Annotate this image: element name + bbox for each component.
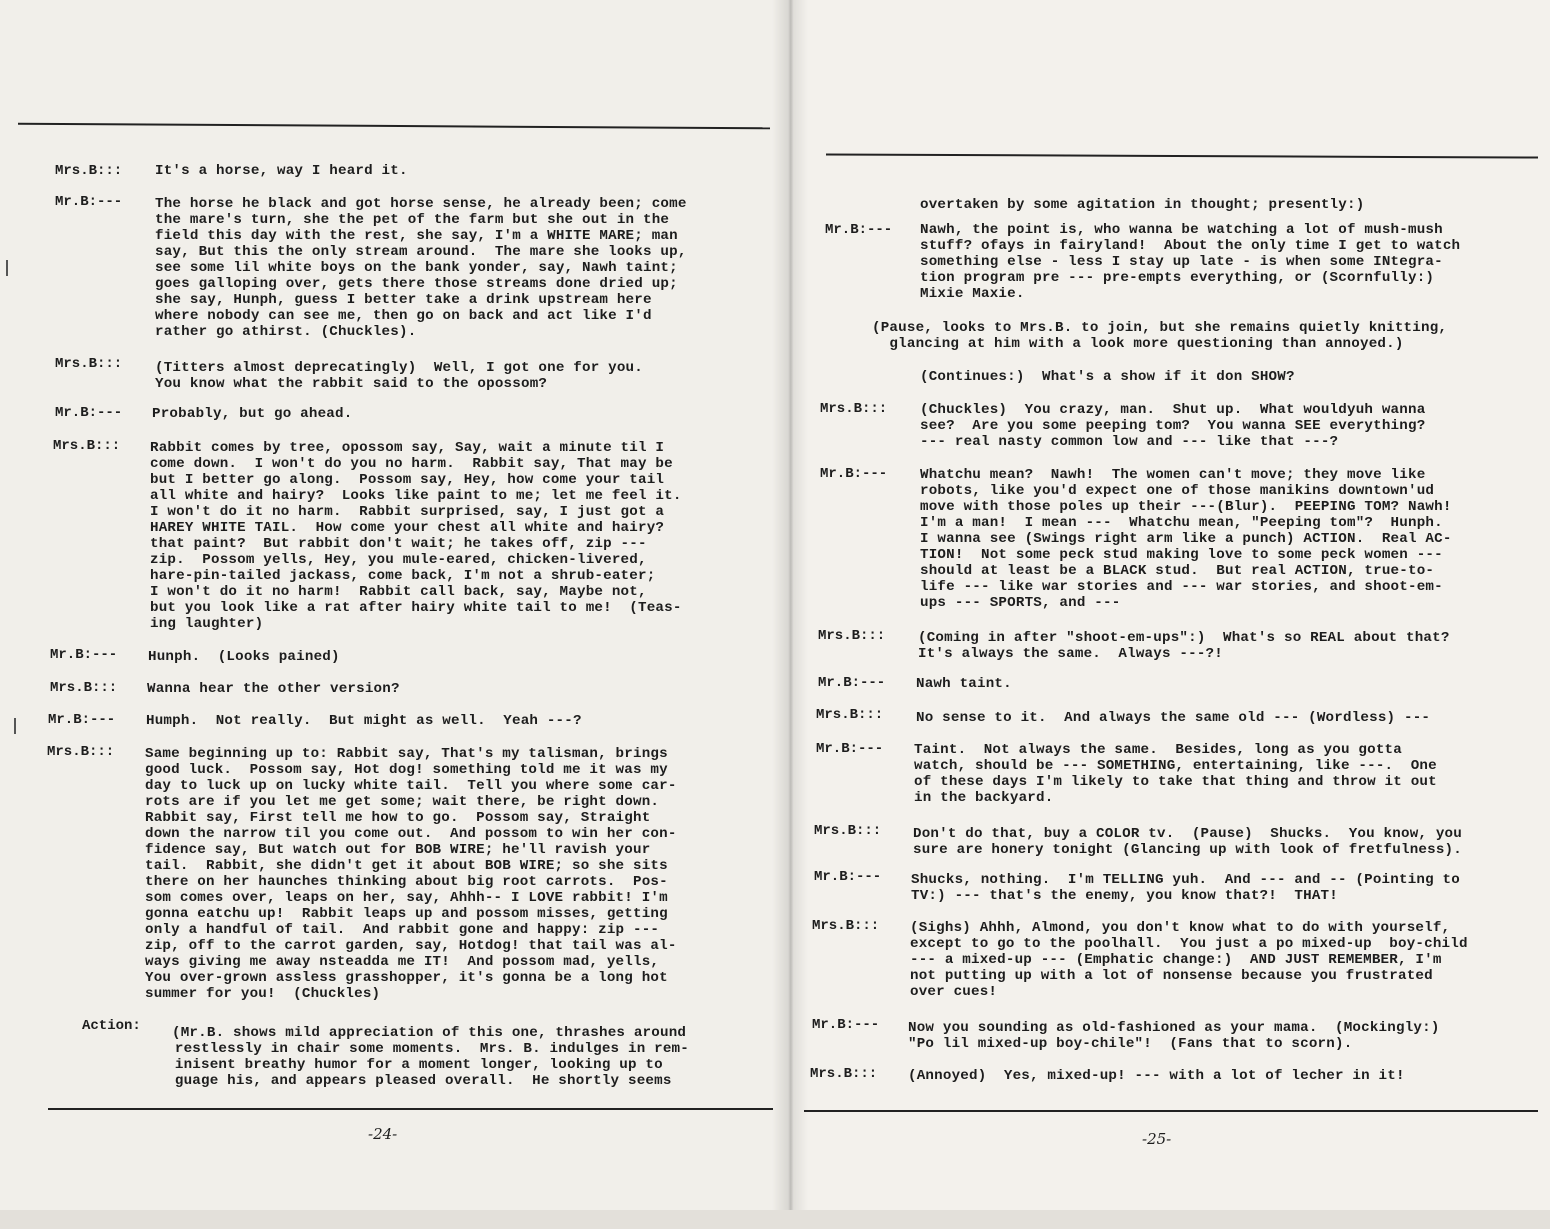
dialogue-line: I won't do it no harm. Rabbit surprised, say, I just got a <box>150 504 665 520</box>
speaker-label: Mr.B:--- <box>816 741 884 757</box>
dialogue-line: Whatchu mean? Nawh! The women can't move; they move like <box>920 467 1426 483</box>
speaker-label: Mr.B:--- <box>818 675 886 691</box>
dialogue-line: watch, should be --- SOMETHING, entertaining, like ---. One <box>914 758 1437 774</box>
dialogue-line: You know what the rabbit said to the opossom? <box>155 376 548 392</box>
dialogue-line: rots are if you let me get some; wait there, be right down. <box>145 794 660 810</box>
dialogue-line: down the narrow til you come out. And possom to win her con- <box>145 826 677 842</box>
speaker-label: Mr.B:--- <box>825 222 893 238</box>
dialogue-line: Mixie Maxie. <box>920 286 1025 302</box>
dialogue-line: (Sighs) Ahhh, Almond, you don't know what to do with yourself, <box>910 920 1451 936</box>
top-rule <box>18 123 770 130</box>
dialogue-line: not putting up with a lot of nonsense because you frustrated <box>910 968 1433 984</box>
dialogue-line: Shucks, nothing. I'm TELLING yuh. And --- and -- (Pointing to <box>911 872 1460 888</box>
dialogue-line: should at least be a BLACK stud. But real ACTION, true-to- <box>920 563 1435 579</box>
speaker-label: Mr.B:--- <box>50 647 118 663</box>
stage-direction-line: (Mr.B. shows mild appreciation of this one, thrashes around <box>172 1025 687 1041</box>
stage-direction-line: restlessly in chair some moments. Mrs. B. indulges in rem- <box>140 1041 689 1057</box>
margin-mark <box>6 260 8 276</box>
bottom-rule <box>48 1108 773 1110</box>
speaker-label: Mrs.B::: <box>812 918 880 934</box>
page-bottom-edge <box>0 1210 1550 1229</box>
dialogue-line: there on her haunches thinking about big root carrots. Pos- <box>145 874 668 890</box>
dialogue-line: You over-grown assless grasshopper, it's gonna be a long hot <box>145 970 668 986</box>
dialogue-line: hare-pin-tailed jackass, come back, I'm not a shrub-eater; <box>150 568 656 584</box>
dialogue-line: Don't do that, buy a COLOR tv. (Pause) Shucks. You know, you <box>913 826 1462 842</box>
dialogue-line: Nawh, the point is, who wanna be watching a lot of mush-mush <box>920 222 1443 238</box>
dialogue-line: say, But this the only stream around. The mare she looks up, <box>155 244 687 260</box>
dialogue-line: Now you sounding as old-fashioned as your mama. (Mockingly:) <box>908 1020 1440 1036</box>
dialogue-line: of these days I'm likely to take that thing and throw it out <box>914 774 1437 790</box>
speaker-label: Mrs.B::: <box>53 438 121 454</box>
stage-direction-line: inisent breathy humor for a moment longer, looking up to <box>140 1057 663 1073</box>
dialogue-line: --- a mixed-up --- (Emphatic change:) AND JUST REMEMBER, I'm <box>910 952 1442 968</box>
dialogue-line: I won't do it no harm! Rabbit call back, say, Maybe not, <box>150 584 647 600</box>
dialogue-line: The horse he black and got horse sense, he already been; come <box>155 196 687 212</box>
book-gutter <box>772 0 808 1229</box>
dialogue-line: HAREY WHITE TAIL. How come your chest all white and hairy? <box>150 520 665 536</box>
dialogue-line: som comes over, leaps on her, say, Ahhh-- I LOVE rabbit! I'm <box>145 890 668 906</box>
speaker-label: Mrs.B::: <box>816 707 884 723</box>
dialogue-line: Probably, but go ahead. <box>152 406 353 422</box>
dialogue-line: It's always the same. Always ---?! <box>918 646 1223 662</box>
page-number: -25- <box>1142 1130 1172 1148</box>
speaker-label: Mr.B:--- <box>55 194 123 210</box>
dialogue-line: I'm a man! I mean --- Whatchu mean, "Peeping tom"? Hunph. <box>920 515 1443 531</box>
speaker-label: Mrs.B::: <box>55 163 123 179</box>
dialogue-line: except to go to the poolhall. You just a po mixed-up boy-child <box>910 936 1468 952</box>
speaker-label: Mr.B:--- <box>812 1017 880 1033</box>
dialogue-line: fidence say, But watch out for BOB WIRE; he'll ravish your <box>145 842 651 858</box>
dialogue-line: (Coming in after "shoot-em-ups":) What's so REAL about that? <box>918 630 1450 646</box>
speaker-label: Mr.B:--- <box>55 405 123 421</box>
dialogue-line: Rabbit comes by tree, opossom say, Say, wait a minute til I <box>150 440 665 456</box>
speaker-label: Mr.B:--- <box>814 869 882 885</box>
dialogue-line: (Chuckles) You crazy, man. Shut up. What wouldyuh wanna <box>920 402 1426 418</box>
dialogue-line: but I better go along. Possom say, Hey, how come your tail <box>150 472 665 488</box>
page-number: -24- <box>368 1125 398 1143</box>
speaker-label: Mrs.B::: <box>818 628 886 644</box>
dialogue-line: that paint? But rabbit don't wait; he takes off, zip --- <box>150 536 647 552</box>
dialogue-line: Taint. Not always the same. Besides, long as you gotta <box>914 742 1402 758</box>
dialogue-line: "Po lil mixed-up boy-chile"! (Fans that to scorn). <box>908 1036 1353 1052</box>
dialogue-line: stuff? ofays in fairyland! About the only time I get to watch <box>920 238 1461 254</box>
dialogue-line: Nawh taint. <box>916 676 1012 692</box>
dialogue-line: field this day with the rest, she say, I'm a WHITE MARE; man <box>155 228 678 244</box>
dialogue-line: gonna eatchu up! Rabbit leaps up and possom misses, getting <box>145 906 668 922</box>
dialogue-line: (Annoyed) Yes, mixed-up! --- with a lot of lecher in it! <box>908 1068 1405 1084</box>
margin-mark <box>14 718 16 734</box>
speaker-label: Mr.B:--- <box>48 712 116 728</box>
speaker-label: Mrs.B::: <box>810 1066 878 1082</box>
dialogue-line: Humph. Not really. But might as well. Yeah ---? <box>146 713 582 729</box>
speaker-label: Mrs.B::: <box>820 401 888 417</box>
dialogue-line: the mare's turn, she the pet of the farm but she out in the <box>155 212 670 228</box>
dialogue-line: goes galloping over, gets there those streams done dried up; <box>155 276 678 292</box>
dialogue-line: summer for you! (Chuckles) <box>145 986 381 1002</box>
dialogue-line: move with those poles up their ---(Blur). PEEPING TOM? Nawh! <box>920 499 1452 515</box>
stage-direction-line: glancing at him with a look more questioning than annoyed.) <box>872 336 1404 352</box>
dialogue-line: day to luck up on lucky white tail. Tell you where some car- <box>145 778 677 794</box>
dialogue-line: zip. Possom yells, Hey, you mule-eared, chicken-livered, <box>150 552 647 568</box>
dialogue-line: I wanna see (Swings right arm like a punch) ACTION. Real AC- <box>920 531 1452 547</box>
dialogue-line: all white and hairy? Looks like paint to me; let me feel it. <box>150 488 682 504</box>
dialogue-line: Same beginning up to: Rabbit say, That's my talisman, brings <box>145 746 668 762</box>
dialogue-line: Wanna hear the other version? <box>147 681 400 697</box>
dialogue-line: only a handful of tail. And rabbit gone and happy: zip --- <box>145 922 660 938</box>
dialogue-line: she say, Hunph, guess I better take a drink upstream here <box>155 292 652 308</box>
dialogue-line: TV:) --- that's the enemy, you know that?! THAT! <box>911 888 1338 904</box>
dialogue-line: tail. Rabbit, she didn't get it about BOB WIRE; so she sits <box>145 858 668 874</box>
dialogue-line: (Titters almost deprecatingly) Well, I got one for you. <box>155 360 643 376</box>
dialogue-line: ups --- SPORTS, and --- <box>920 595 1121 611</box>
bottom-rule <box>804 1110 1538 1112</box>
speaker-label: Mr.B:--- <box>820 466 888 482</box>
dialogue-line: Rabbit say, First tell me how to go. Possom say, Straight <box>145 810 651 826</box>
dialogue-line: ing laughter) <box>150 616 264 632</box>
speaker-label: Mrs.B::: <box>814 823 882 839</box>
dialogue-line: --- real nasty common low and --- like that ---? <box>920 434 1339 450</box>
dialogue-line: good luck. Possom say, Hot dog! something told me it was my <box>145 762 668 778</box>
dialogue-line: something else - less I stay up late - is when some INtegra- <box>920 254 1443 270</box>
dialogue-line: see? Are you some peeping tom? You wanna SEE everything? <box>920 418 1426 434</box>
speaker-label: Mrs.B::: <box>47 744 115 760</box>
action-label: Action: <box>82 1018 141 1034</box>
dialogue-line: TION! Not some peck stud making love to some peck women --- <box>920 547 1443 563</box>
dialogue-line: sure are honery tonight (Glancing up with look of fretfulness). <box>913 842 1462 858</box>
dialogue-line: where nobody can see me, then go on back and act like I'd <box>155 308 652 324</box>
top-rule <box>826 153 1538 158</box>
dialogue-line: No sense to it. And always the same old --- (Wordless) --- <box>916 710 1431 726</box>
dialogue-line: rather go athirst. (Chuckles). <box>155 324 417 340</box>
dialogue-line: in the backyard. <box>914 790 1054 806</box>
right-page <box>790 0 1550 1229</box>
dialogue-line: zip, off to the carrot garden, say, Hotdog! that tail was al- <box>145 938 677 954</box>
stage-direction-line: (Continues:) What's a show if it don SHOW? <box>920 369 1295 385</box>
dialogue-line: It's a horse, way I heard it. <box>155 163 408 179</box>
dialogue-line: Hunph. (Looks pained) <box>148 649 340 665</box>
stage-direction-line: guage his, and appears pleased overall. He shortly seems <box>140 1073 672 1089</box>
dialogue-line: over cues! <box>910 984 998 1000</box>
dialogue-line: robots, like you'd expect one of those manikins downtown'ud <box>920 483 1435 499</box>
stage-direction-line: overtaken by some agitation in thought; presently:) <box>920 197 1365 213</box>
speaker-label: Mrs.B::: <box>50 680 118 696</box>
dialogue-line: ways giving me away nsteadda me IT! And possom mad, yells, <box>145 954 660 970</box>
dialogue-line: see some lil white boys on the bank yonder, say, Nawh taint; <box>155 260 678 276</box>
dialogue-line: tion program pre --- pre-empts everything, or (Scornfully:) <box>920 270 1435 286</box>
dialogue-line: but you look like a rat after hairy white tail to me! (Teas- <box>150 600 682 616</box>
speaker-label: Mrs.B::: <box>55 356 123 372</box>
dialogue-line: come down. I won't do you no harm. Rabbit say, That may be <box>150 456 673 472</box>
stage-direction-line: (Pause, looks to Mrs.B. to join, but she remains quietly knitting, <box>872 320 1448 336</box>
dialogue-line: life --- like war stories and --- war stories, and shoot-em- <box>920 579 1443 595</box>
